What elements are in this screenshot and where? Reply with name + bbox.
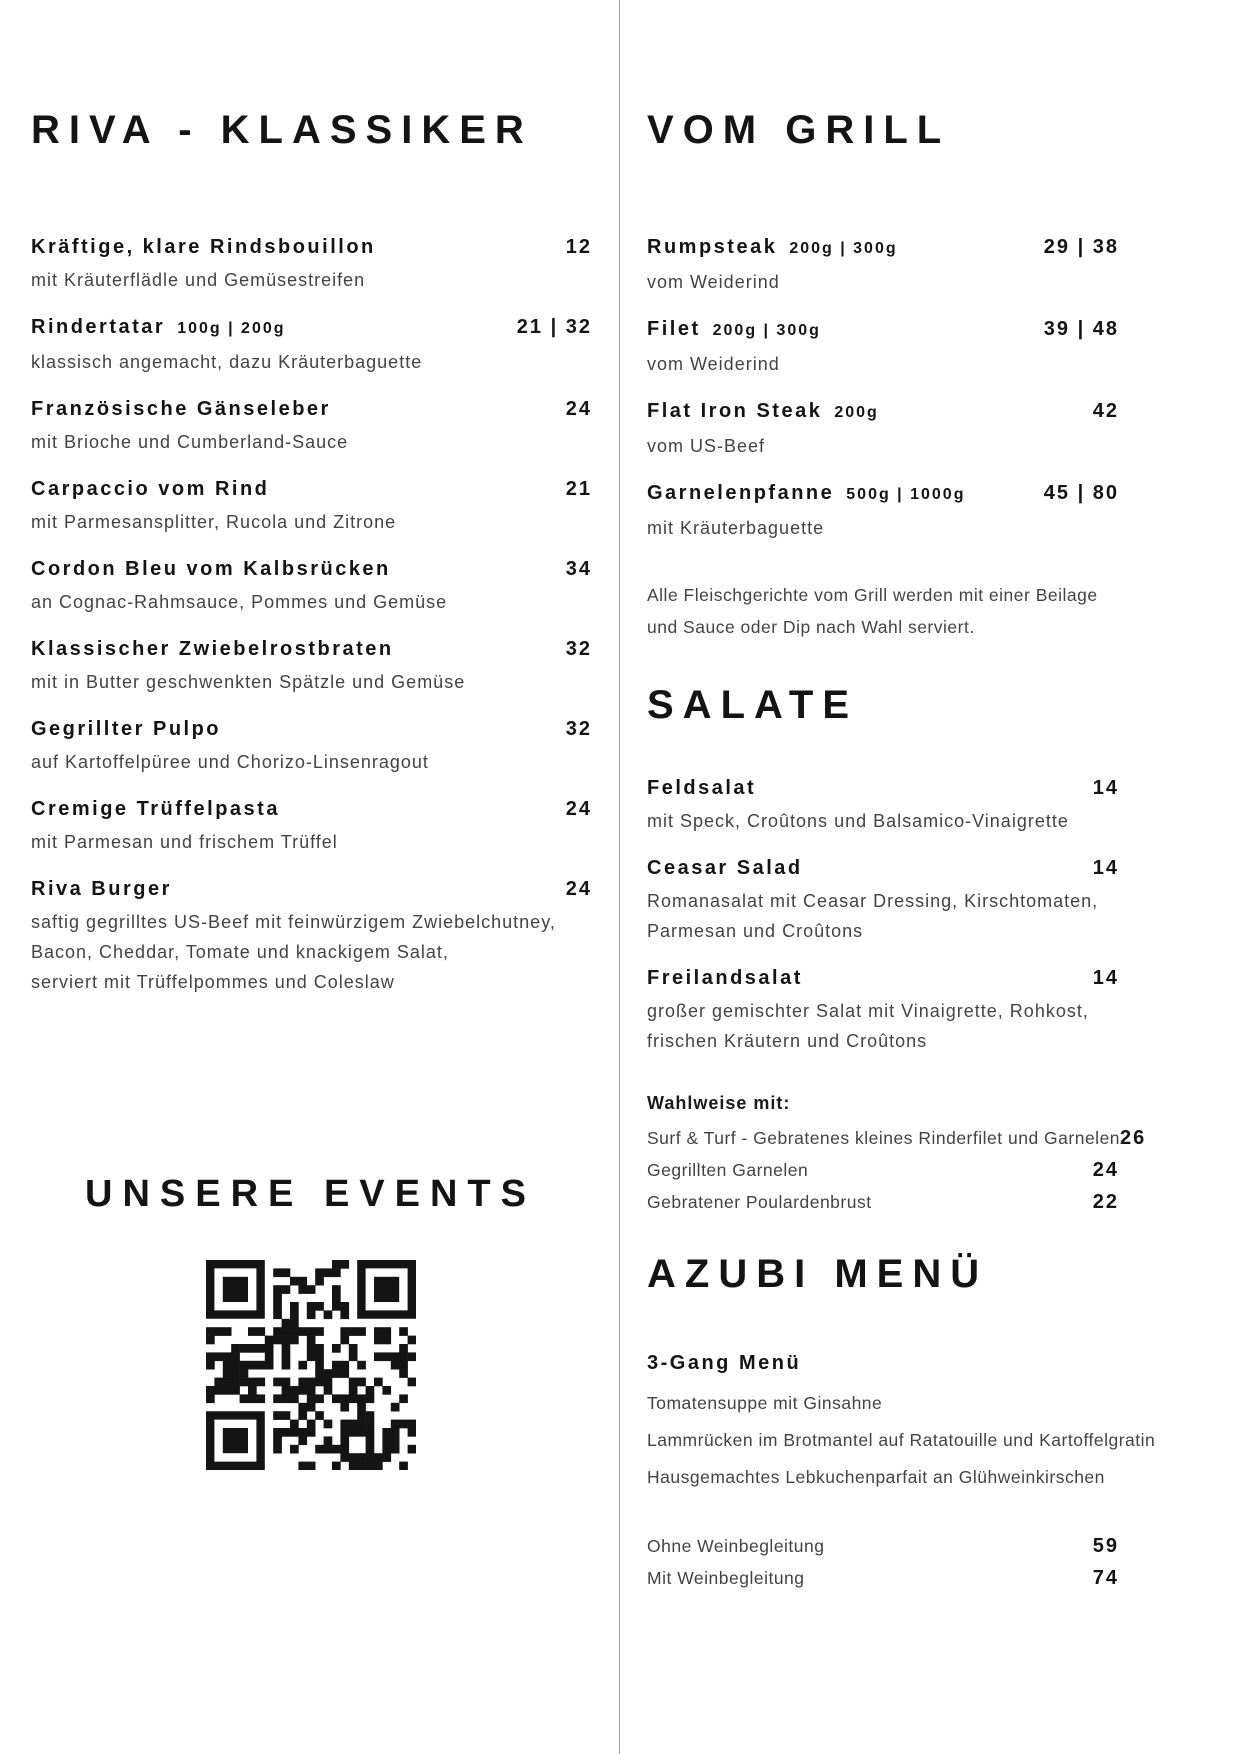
item-description: mit Kräuterflädle und Gemüsestreifen: [31, 270, 366, 290]
section-heading-salate: SALATE: [647, 683, 859, 727]
menu-item: [31, 476, 590, 537]
item-price: 29 | 38: [1043, 236, 1119, 258]
item-name: Cordon Bleu vom Kalbsrücken: [31, 558, 391, 580]
azubi-course: Hausgemachtes Lebkuchenparfait an Glühweinkirschen: [647, 1467, 1105, 1487]
wine-option-row: [647, 1530, 1117, 1562]
section-heading-riva-klassiker: RIVA - KLASSIKER: [31, 108, 533, 152]
item-price: 32: [565, 638, 592, 660]
menu-item: [31, 396, 590, 457]
wine-option-price: 59: [1092, 1535, 1119, 1557]
menu-item: [31, 234, 590, 295]
item-price: 45 | 80: [1043, 482, 1119, 504]
wine-option-row: [647, 1562, 1117, 1594]
item-price: 42: [1092, 400, 1119, 422]
addon-label: Surf & Turf - Gebratenes kleines Rinderfilet und Garnelen: [647, 1128, 1121, 1148]
item-price: 24: [565, 398, 592, 420]
item-description: vom Weiderind: [647, 272, 780, 292]
grill-note-line: Alle Fleischgerichte vom Grill werden mit einer Beilage: [647, 585, 1098, 605]
menu-item: [647, 398, 1117, 461]
item-price: 24: [565, 878, 592, 900]
salad-addons-list: [647, 1122, 1147, 1218]
item-name: Rindertatar: [31, 316, 166, 338]
item-price: 32: [565, 718, 592, 740]
item-description: großer gemischter Salat mit Vinaigrette, Rohkost,: [647, 1001, 1089, 1021]
item-description: frischen Kräutern und Croûtons: [647, 1031, 928, 1051]
item-description: mit Speck, Croûtons und Balsamico-Vinaigrette: [647, 811, 1069, 831]
addon-price: 24: [1092, 1159, 1119, 1181]
item-portion-size: 100g | 200g: [177, 320, 286, 337]
item-description: serviert mit Trüffelpommes und Coleslaw: [31, 972, 395, 992]
item-price: 21: [565, 478, 592, 500]
azubi-wine-options: [647, 1530, 1117, 1594]
menu-item: [647, 965, 1117, 1056]
item-name: Cremige Trüffelpasta: [31, 798, 280, 820]
item-description: vom US-Beef: [647, 436, 766, 456]
item-description: mit Kräuterbaguette: [647, 518, 825, 538]
item-price: 34: [565, 558, 592, 580]
left-column: [31, 0, 590, 1475]
item-description: vom Weiderind: [647, 354, 780, 374]
item-name: Ceasar Salad: [647, 857, 803, 879]
item-price: 39 | 48: [1043, 318, 1119, 340]
item-description: mit Parmesansplitter, Rucola und Zitrone: [31, 512, 397, 532]
item-portion-size: 200g | 300g: [789, 240, 898, 257]
item-description: mit Parmesan und frischem Trüffel: [31, 832, 338, 852]
events-heading: UNSERE EVENTS: [85, 1173, 536, 1215]
menu-item: [31, 556, 590, 617]
item-name: Riva Burger: [31, 878, 172, 900]
item-name: Garnelenpfanne: [647, 482, 835, 504]
menu-item: [647, 480, 1117, 543]
addon-label: Gegrillten Garnelen: [647, 1160, 809, 1180]
item-description: an Cognac-Rahmsauce, Pommes und Gemüse: [31, 592, 448, 612]
addon-row: [647, 1154, 1117, 1186]
item-description: Bacon, Cheddar, Tomate und knackigem Salat,: [31, 942, 449, 962]
item-price: 21 | 32: [516, 316, 592, 338]
addon-row: [647, 1122, 1147, 1154]
item-price: 14: [1092, 857, 1119, 879]
right-column: [647, 0, 1156, 1594]
addon-price: 26: [1120, 1127, 1147, 1149]
wine-option-label: Mit Weinbegleitung: [647, 1568, 805, 1588]
wine-option-label: Ohne Weinbegleitung: [647, 1536, 825, 1556]
menu-item: [31, 716, 590, 777]
item-description: klassisch angemacht, dazu Kräuterbaguette: [31, 352, 423, 372]
menu-item: [31, 314, 590, 377]
item-price: 14: [1092, 967, 1119, 989]
item-description: auf Kartoffelpüree und Chorizo-Linsenragout: [31, 752, 429, 772]
item-name: Französische Gänseleber: [31, 398, 331, 420]
section-heading-azubi-menu: AZUBI MENÜ: [647, 1252, 989, 1296]
addon-row: [647, 1186, 1117, 1218]
addon-label: Gebratener Poulardenbrust: [647, 1192, 872, 1212]
column-divider: [619, 0, 620, 1754]
grill-note: [647, 579, 1117, 643]
item-description: mit Brioche und Cumberland-Sauce: [31, 432, 349, 452]
azubi-course: Tomatensuppe mit Ginsahne: [647, 1393, 883, 1413]
grill-note-line: und Sauce oder Dip nach Wahl serviert.: [647, 617, 975, 637]
events-qr-code: [206, 1260, 416, 1470]
azubi-menu-title: 3-Gang Menü: [647, 1352, 802, 1374]
menu-item: [647, 855, 1117, 946]
azubi-courses: [647, 1388, 1156, 1492]
item-name: Klassischer Zwiebelrostbraten: [31, 638, 394, 660]
wine-option-price: 74: [1092, 1567, 1119, 1589]
item-price: 12: [565, 236, 592, 258]
item-description: saftig gegrilltes US-Beef mit feinwürzigem Zwiebelchutney,: [31, 912, 556, 932]
item-name: Filet: [647, 318, 701, 340]
menu-item: [647, 775, 1117, 836]
item-description: mit in Butter geschwenkten Spätzle und Gemüse: [31, 672, 466, 692]
item-portion-size: 500g | 1000g: [846, 486, 966, 503]
item-price: 24: [565, 798, 592, 820]
item-name: Gegrillter Pulpo: [31, 718, 222, 740]
section-heading-vom-grill: VOM GRILL: [647, 108, 951, 152]
menu-item: [647, 316, 1117, 379]
item-description: Parmesan und Croûtons: [647, 921, 864, 941]
item-portion-size: 200g | 300g: [712, 322, 821, 339]
item-name: Freilandsalat: [647, 967, 803, 989]
item-name: Flat Iron Steak: [647, 400, 823, 422]
addon-price: 22: [1092, 1191, 1119, 1213]
menu-item: [647, 234, 1117, 297]
menu-item: [31, 636, 590, 697]
item-name: Kräftige, klare Rindsbouillon: [31, 236, 376, 258]
item-name: Rumpsteak: [647, 236, 778, 258]
item-price: 14: [1092, 777, 1119, 799]
menu-item: [31, 796, 590, 857]
item-portion-size: 200g: [834, 404, 879, 421]
events-section: [31, 1172, 590, 1475]
azubi-course: Lammrücken im Brotmantel auf Ratatouille und Kartoffelgratin: [647, 1430, 1156, 1450]
item-description: Romanasalat mit Ceasar Dressing, Kirschtomaten,: [647, 891, 1099, 911]
menu-item: [31, 876, 590, 997]
item-name: Carpaccio vom Rind: [31, 478, 270, 500]
item-name: Feldsalat: [647, 777, 757, 799]
salad-addons-title: Wahlweise mit:: [647, 1093, 791, 1113]
